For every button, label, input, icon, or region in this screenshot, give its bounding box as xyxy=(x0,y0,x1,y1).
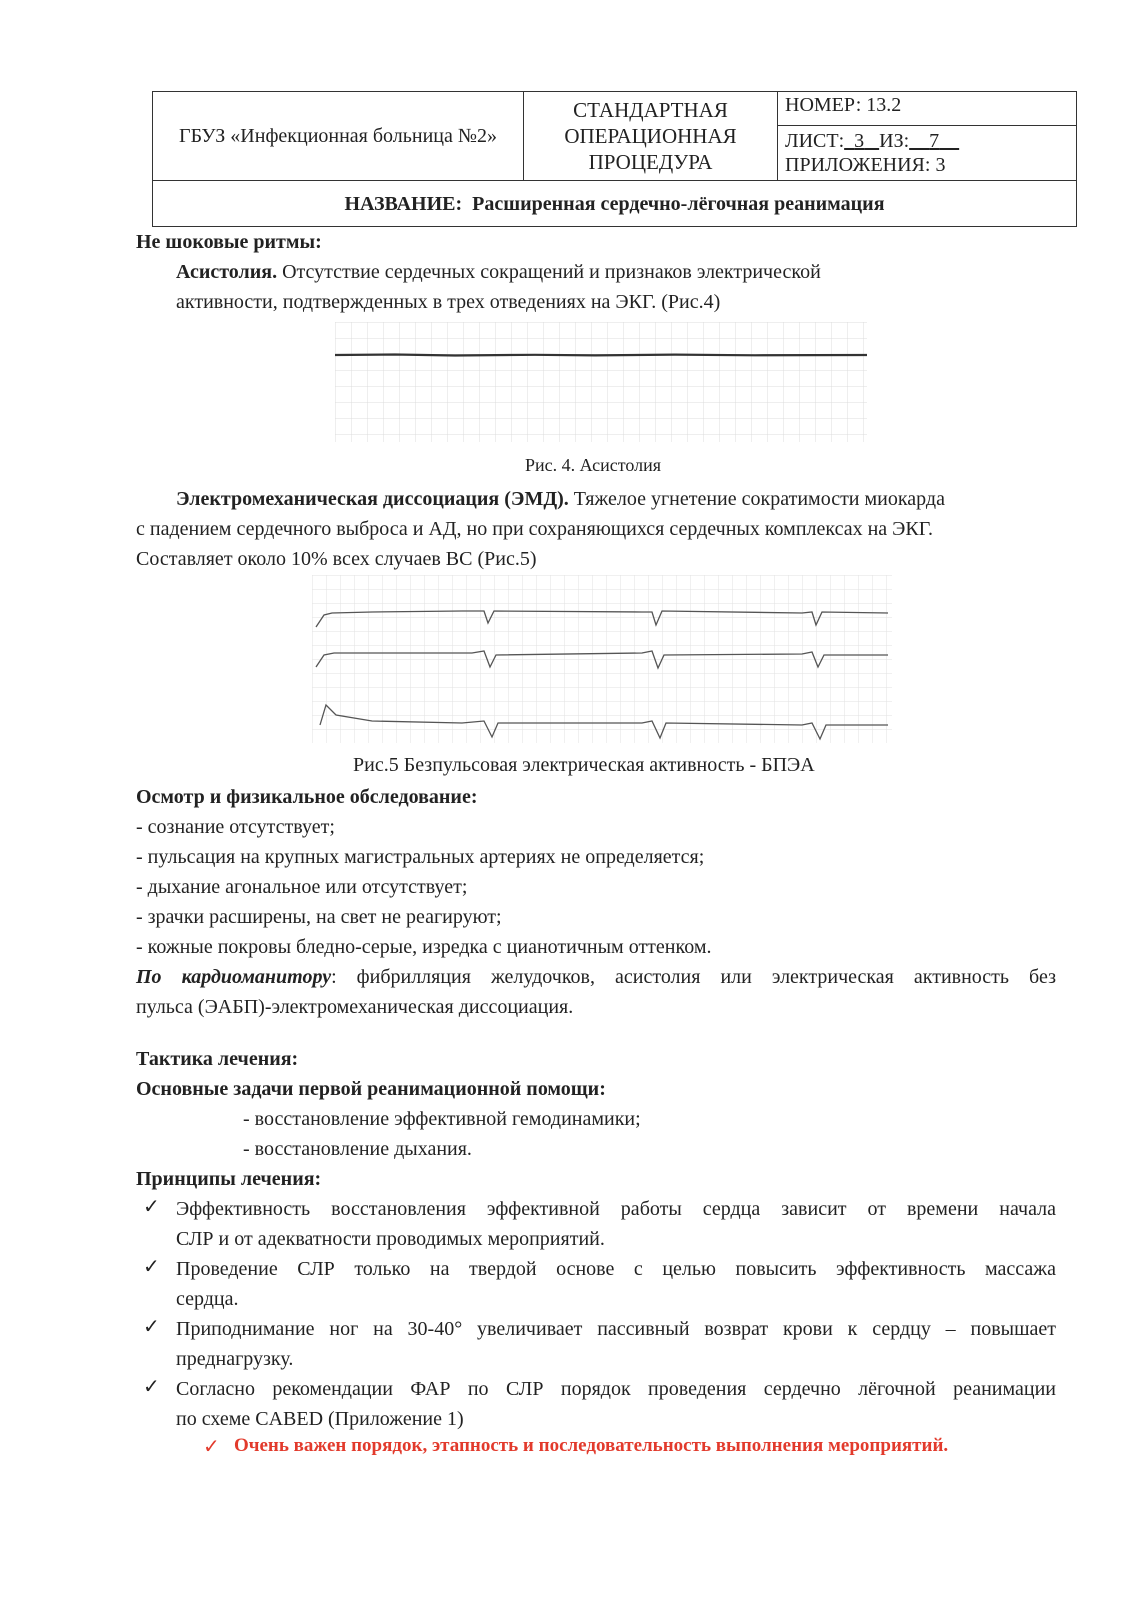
checkmark-icon: ✓ xyxy=(143,1376,160,1398)
org-name: ГБУЗ «Инфекционная больница №2» xyxy=(179,125,497,147)
attachments: ПРИЛОЖЕНИЯ: 3 xyxy=(785,154,946,176)
ecg-grid xyxy=(335,322,867,442)
sheet-info xyxy=(785,129,959,177)
ecg-trace-flatline xyxy=(335,355,867,356)
task-item: - восстановление дыхания. xyxy=(243,1138,472,1160)
asystole-term: Асистолия. xyxy=(176,261,278,283)
principle-1-line2: СЛР и от адекватности проводимых мероприятий. xyxy=(176,1228,605,1250)
principles-heading: Принципы лечения: xyxy=(136,1168,322,1190)
principle-1-line1: Эффективность восстановления эффективной работы сердца зависит от времени начала xyxy=(176,1198,1056,1220)
doc-number: НОМЕР: 13.2 xyxy=(785,94,902,116)
exam-item: - дыхание агональное или отсутствует; xyxy=(136,876,468,898)
exam-item: - зрачки расширены, на свет не реагируют; xyxy=(136,906,502,928)
task-item: - восстановление эффективной гемодинамики; xyxy=(243,1108,641,1130)
exam-item: - сознание отсутствует; xyxy=(136,816,335,838)
monitor-term: По кардиоманитору xyxy=(136,966,332,988)
of-value: 7 xyxy=(929,130,940,152)
monitor-line2: пульса (ЭАБП)-электромеханическая диссоциация. xyxy=(136,996,574,1018)
ecg-asystole-figure xyxy=(335,322,867,442)
checkmark-icon: ✓ xyxy=(203,1436,220,1458)
principle-3-line1: Приподнимание ног на 30-40° увеличивает пассивный возврат крови к сердцу – повышает xyxy=(176,1318,1056,1340)
asystole-line2: активности, подтвержденных в трех отведениях на ЭКГ. (Рис.4) xyxy=(176,291,721,313)
header-divider xyxy=(777,92,778,180)
exam-item: - пульсация на крупных магистральных артериях не определяется; xyxy=(136,846,705,868)
of-label: ИЗ: xyxy=(879,130,910,152)
tasks-heading: Основные задачи первой реанимационной помощи: xyxy=(136,1078,606,1100)
important-note: Очень важен порядок, этапность и последовательность выполнения мероприятий. xyxy=(234,1435,949,1456)
figure-4-caption: Рис. 4. Асистолия xyxy=(525,455,662,475)
header-divider xyxy=(778,125,1076,126)
tactics-heading: Тактика лечения: xyxy=(136,1048,299,1070)
exam-heading: Осмотр и физикальное обследование: xyxy=(136,786,478,808)
asystole-line1: Асистолия. Отсутствие сердечных сокращений и признаков электрической xyxy=(176,261,821,283)
title-label: НАЗВАНИЕ: xyxy=(344,192,463,215)
header-table xyxy=(152,91,1077,227)
emd-line2: с падением сердечного выброса и АД, но при сохраняющихся сердечных комплексах на ЭКГ. xyxy=(136,518,934,540)
checkmark-icon: ✓ xyxy=(143,1256,160,1278)
principle-4-line1: Согласно рекомендации ФАР по СЛР порядок проведения сердечно лёгочной реанимации xyxy=(176,1378,1056,1400)
emd-line3: Составляет около 10% всех случаев ВС (Рис.5) xyxy=(136,548,537,570)
emd-term: Электромеханическая диссоциация (ЭМД). xyxy=(176,488,569,510)
monitor-line1: По кардиоманитору: фибрилляция желудочков, асистолия или электрическая активность без xyxy=(136,966,1056,988)
section-heading-nonshock: Не шоковые ритмы: xyxy=(136,231,322,253)
sheet-label: ЛИСТ: xyxy=(785,130,845,152)
principle-2-line1: Проведение СЛР только на твердой основе с целью повысить эффективность массажа xyxy=(176,1258,1056,1280)
doc-title xyxy=(153,181,1076,227)
title-text: Расширенная сердечно-лёгочная реанимация xyxy=(472,192,885,215)
principle-3-line2: преднагрузку. xyxy=(176,1348,294,1370)
emd-line1: Электромеханическая диссоциация (ЭМД). Тяжелое угнетение сократимости миокарда xyxy=(176,488,945,510)
principle-2-line2: сердца. xyxy=(176,1288,239,1310)
figure-5-caption: Рис.5 Безпульсовая электрическая активность - БПЭА xyxy=(353,754,815,776)
sheet-value: 3 xyxy=(854,130,865,152)
ecg-pea-figure xyxy=(312,575,892,743)
doc-type: СТАНДАРТНАЯ ОПЕРАЦИОННАЯ ПРОЦЕДУРА xyxy=(564,98,737,174)
exam-item: - кожные покровы бледно-серые, изредка с цианотичным оттенком. xyxy=(136,936,712,958)
ecg-grid xyxy=(312,575,892,743)
principle-4-line2: по схеме CABED (Приложение 1) xyxy=(176,1408,464,1430)
checkmark-icon: ✓ xyxy=(143,1196,160,1218)
checkmark-icon: ✓ xyxy=(143,1316,160,1338)
